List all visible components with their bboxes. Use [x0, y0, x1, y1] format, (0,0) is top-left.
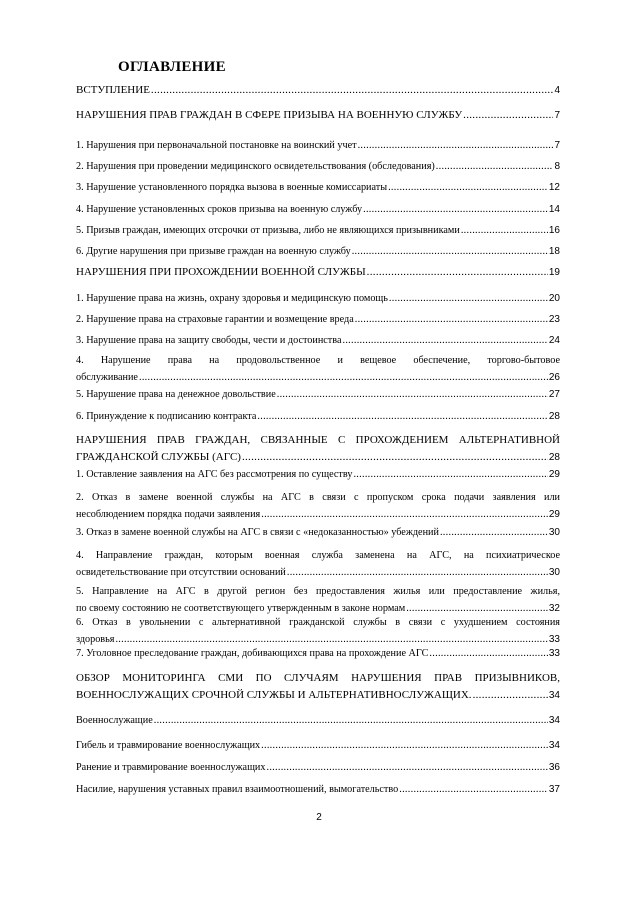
- toc-entry-page: 23: [548, 314, 560, 325]
- toc-entry[interactable]: [76, 137, 560, 154]
- toc-section-entry[interactable]: [76, 670, 560, 704]
- toc-entry[interactable]: [76, 583, 560, 617]
- toc-entry-title: ВСТУПЛЕНИЕ: [76, 84, 150, 96]
- toc-entry-page: 28: [548, 452, 560, 463]
- toc-entry[interactable]: [76, 311, 560, 328]
- toc-entry-page: 19: [548, 267, 560, 278]
- dot-leader: [277, 386, 548, 403]
- toc-entry-page: 30: [548, 567, 560, 578]
- toc-entry-title: 3. Отказ в замене военной службы на АГС в связи с «недоказанностью» убеждений: [76, 527, 439, 538]
- toc-entry[interactable]: [76, 524, 560, 541]
- dot-leader: [399, 781, 548, 798]
- toc-entry-title: 3. Нарушение установленного порядка вызова в военные комиссариаты: [76, 182, 388, 193]
- page-number: 2: [316, 812, 322, 823]
- toc-entry-page: 30: [548, 527, 560, 538]
- toc-entry-page: 14: [548, 204, 560, 215]
- dot-leader: [261, 737, 548, 754]
- toc-entry[interactable]: [76, 408, 560, 425]
- toc-entry[interactable]: [76, 332, 560, 349]
- toc-entry-title: 1. Оставление заявления на АГС без рассмотрения по существу: [76, 469, 353, 480]
- toc-entry[interactable]: [76, 201, 560, 218]
- toc-entry-title: освидетельствование при отсутствии оснований: [76, 567, 286, 578]
- dot-leader: [139, 369, 548, 386]
- toc-entry[interactable]: [76, 614, 560, 648]
- toc-entry-title: Военнослужащие: [76, 715, 153, 726]
- toc-entry[interactable]: [76, 290, 560, 307]
- toc-section-entry[interactable]: [76, 107, 560, 124]
- toc-entry-page: 8: [554, 161, 560, 172]
- toc-entry-page: 26: [548, 372, 560, 383]
- dot-leader: [355, 311, 548, 328]
- toc-entry-page: 29: [548, 509, 560, 520]
- toc-entry-page: 33: [548, 648, 560, 659]
- toc-entry-page: 32: [548, 603, 560, 614]
- toc-entry-title: НАРУШЕНИЯ ПРИ ПРОХОЖДЕНИИ ВОЕННОЙ СЛУЖБЫ: [76, 266, 366, 278]
- toc-entry-title: 3. Нарушение права на защиту свободы, чести и достоинства: [76, 335, 342, 346]
- toc-entry-title: 4. Нарушение установленных сроков призыва на военную службу: [76, 204, 363, 215]
- dot-leader: [242, 449, 548, 466]
- toc-entry-page: 27: [548, 389, 560, 400]
- toc-entry[interactable]: [76, 179, 560, 196]
- toc-entry-title: Ранение и травмирование военнослужащих: [76, 762, 266, 773]
- toc-entry-page: 34: [548, 740, 560, 751]
- toc-entry-title: несоблюдением порядка подачи заявления: [76, 509, 261, 520]
- dot-leader: [257, 408, 548, 425]
- dot-leader: [389, 290, 548, 307]
- toc-title: ОГЛАВЛЕНИЕ: [118, 59, 226, 75]
- toc-entry-title: Гибель и травмирование военнослужащих: [76, 740, 261, 751]
- toc-entry-page: 20: [548, 293, 560, 304]
- dot-leader: [287, 564, 548, 581]
- toc-entry-title-line1: 5. Направление на АГС в другой регион без предоставления жилья или предоставление жилья,: [76, 586, 560, 597]
- toc-entry-title: НАРУШЕНИЯ ПРАВ ГРАЖДАН В СФЕРЕ ПРИЗЫВА НА ВОЕННУЮ СЛУЖБУ: [76, 109, 463, 121]
- dot-leader: [363, 201, 548, 218]
- toc-entry[interactable]: [76, 222, 560, 239]
- toc-entry-title-line1: 2. Отказ в замене военной службы на АГС в связи с пропуском срока подачи заявления или: [76, 492, 560, 503]
- toc-entry-page: 34: [548, 690, 560, 701]
- dot-leader: [154, 712, 548, 729]
- toc-entry-title: здоровья: [76, 634, 115, 645]
- toc-entry-title-line1: 6. Отказ в увольнении с альтернативной гражданской службы в связи с ухудшением состояния: [76, 617, 560, 628]
- toc-entry[interactable]: [76, 386, 560, 403]
- toc-entry-page: 12: [548, 182, 560, 193]
- toc-entry-title: 6. Другие нарушения при призыве граждан на военную службу: [76, 246, 351, 257]
- dot-leader: [440, 524, 548, 541]
- dot-leader: [367, 264, 548, 281]
- toc-entry-title: 5. Нарушение права на денежное довольствие: [76, 389, 276, 400]
- toc-entry-title: обслуживание: [76, 372, 138, 383]
- dot-leader: [358, 137, 554, 154]
- toc-entry-title: по своему состоянию не соответствующего утвержденным в законе нормам: [76, 603, 406, 614]
- toc-entry-title: ВОЕННОСЛУЖАЩИХ СРОЧНОЙ СЛУЖБЫ И АЛЬТЕРНАТИВНОСЛУЖАЩИХ.: [76, 689, 472, 701]
- dot-leader: [342, 332, 547, 349]
- dot-leader: [151, 82, 554, 99]
- dot-leader: [463, 107, 553, 124]
- toc-entry-title: 2. Нарушения при проведении медицинского освидетельствования (обследования): [76, 161, 435, 172]
- toc-entry[interactable]: [76, 737, 560, 754]
- toc-entry-page: 34: [548, 715, 560, 726]
- toc-entry-title-line1: 4. Направление граждан, которым военная служба заменена на АГС, на психиатрическое: [76, 550, 560, 561]
- toc-entry[interactable]: [76, 645, 560, 662]
- toc-entry-page: 24: [548, 335, 560, 346]
- toc-entry-title-line1: 4. Нарушение права на продовольственное и вещевое обеспечение, торгово-бытовое: [76, 355, 560, 366]
- toc-entry-title: 7. Уголовное преследование граждан, добивающихся права на прохождение АГС: [76, 648, 429, 659]
- toc-entry[interactable]: [76, 781, 560, 798]
- toc-entry[interactable]: [76, 243, 560, 260]
- toc-entry[interactable]: [76, 158, 560, 175]
- toc-entry-page: 4: [554, 85, 560, 96]
- dot-leader: [353, 466, 547, 483]
- toc-entry-title: 1. Нарушение права на жизнь, охрану здоровья и медицинскую помощь: [76, 293, 388, 304]
- toc-entry-title: 5. Призыв граждан, имеющих отсрочки от призыва, либо не являющихся призывниками: [76, 225, 460, 236]
- toc-entry[interactable]: [76, 489, 560, 523]
- toc-entry-title-line1: ОБЗОР МОНИТОРИНГА СМИ ПО СЛУЧАЯМ НАРУШЕНИЯ ПРАВ ПРИЗЫВНИКОВ,: [76, 672, 560, 684]
- dot-leader: [473, 687, 548, 704]
- dot-leader: [429, 645, 547, 662]
- toc-entry-page: 16: [548, 225, 560, 236]
- toc-entry[interactable]: [76, 352, 560, 386]
- toc-entry-page: 7: [554, 110, 560, 121]
- toc-entry-title: 2. Нарушение права на страховые гарантии и возмещение вреда: [76, 314, 354, 325]
- toc-entry[interactable]: [76, 759, 560, 776]
- toc-entry-title: 6. Принуждение к подписанию контракта: [76, 411, 257, 422]
- toc-entry[interactable]: [76, 547, 560, 581]
- toc-entry-page: 36: [548, 762, 560, 773]
- toc-entry-page: 37: [548, 784, 560, 795]
- toc-entry-page: 18: [548, 246, 560, 257]
- toc-section-entry[interactable]: [76, 432, 560, 466]
- dot-leader: [261, 506, 548, 523]
- toc-entry-title-line1: НАРУШЕНИЯ ПРАВ ГРАЖДАН, СВЯЗАННЫЕ С ПРОХОЖДЕНИЕМ АЛЬТЕРНАТИВНОЙ: [76, 434, 560, 446]
- toc-entry-page: 29: [548, 469, 560, 480]
- toc-entry-page: 33: [548, 634, 560, 645]
- dot-leader: [388, 179, 548, 196]
- toc-entry-page: 28: [548, 411, 560, 422]
- dot-leader: [352, 243, 548, 260]
- toc-entry[interactable]: [76, 466, 560, 483]
- toc-section-entry[interactable]: [76, 264, 560, 281]
- toc-entry-title: 1. Нарушения при первоначальной постановке на воинский учет: [76, 140, 357, 151]
- toc-section-entry[interactable]: [76, 82, 560, 99]
- dot-leader: [461, 222, 548, 239]
- toc-entry[interactable]: [76, 712, 560, 729]
- toc-entry-title: ГРАЖДАНСКОЙ СЛУЖБЫ (АГС): [76, 451, 241, 463]
- toc-entry-title: Насилие, нарушения уставных правил взаимоотношений, вымогательство: [76, 784, 399, 795]
- toc-entry-page: 7: [554, 140, 560, 151]
- dot-leader: [266, 759, 547, 776]
- dot-leader: [436, 158, 554, 175]
